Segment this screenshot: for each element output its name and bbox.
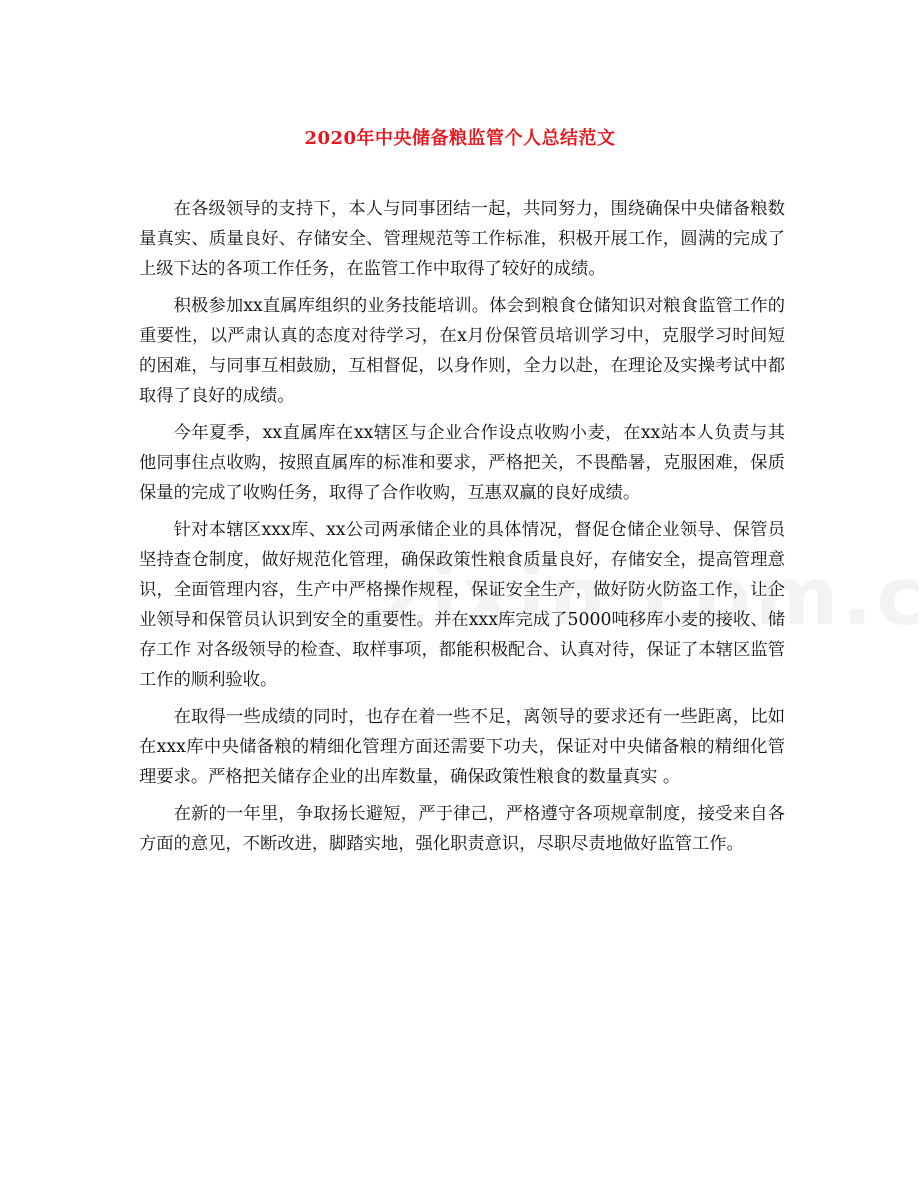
paragraph-6: 在新的一年里，争取扬长避短，严于律己，严格遵守各项规章制度，接受来自各方面的意见，不断改进，脚踏实地，强化职责意识，尽职尽责地做好监管工作。 — [139, 804, 785, 854]
paragraph-2: 积极参加xx直属库组织的业务技能培训。体会到粮食仓储知识对粮食监管工作的重要性，以严肃认真的态度对待学习，在x月份保管员培训学习中，克服学习时间短的困难，与同事互相鼓励，互相督促，以身作则，全力以赴，在理论及实操考试中都取得了良好的成绩。 — [139, 296, 785, 406]
paragraph-1: 在各级领导的支持下，本人与同事团结一起，共同努力，围绕确保中央储备粮数量真实、质量良好、存储安全、管理规范等工作标准，积极开展工作，圆满的完成了上级下达的各项工作任务，在监管工作中取得了较好的成绩。 — [139, 199, 785, 279]
paragraph-5: 在取得一些成绩的同时，也存在着一些不足，离领导的要求还有一些距离，比如在xxx库中央储备粮的精细化管理方面还需要下功夫，保证对中央储备粮的精细化管理要求。严格把关储存企业的出库数量，确保政策性粮食的数量真实 。 — [139, 707, 785, 787]
paragraph-4: 针对本辖区xxx库、xx公司两承储企业的具体情况，督促仓储企业领导、保管员坚持查仓制度，做好规范化管理，确保政策性粮食质量良好，存储安全，提高管理意识，全面管理内容，生产中严格操作规程，保证安全生产，做好防火防盗工作，让企业领导和保管员认识到安全的重要性。并在xxx库完成了5000吨移库小麦的接收、储存工作 对各级领导的检查、取样事项，都能积极配合、认真对待，保证了本辖区监管工作的顺利验收。 — [139, 520, 785, 690]
document-title: 2020年中央储备粮监管个人总结范文 — [304, 128, 616, 149]
paragraph-3: 今年夏季，xx直属库在xx辖区与企业合作设点收购小麦，在xx站本人负责与其他同事住点收购，按照直属库的标准和要求，严格把关，不畏酷暑，克服困难，保质保量的完成了收购任务，取得了合作收购，互惠双赢的良好成绩。 — [139, 423, 785, 503]
document-body — [139, 194, 785, 866]
